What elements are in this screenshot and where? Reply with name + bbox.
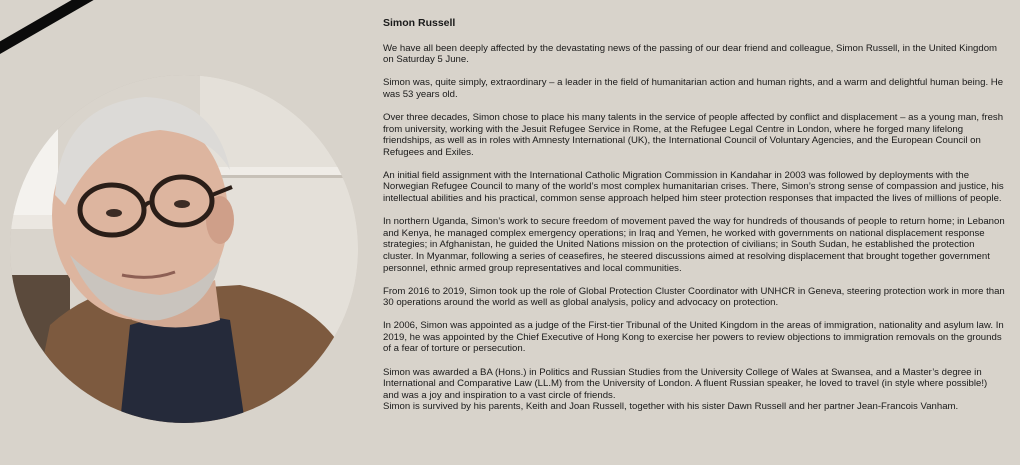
portrait-illustration [10,75,358,423]
paragraph: Over three decades, Simon chose to place his many talents in the service of people affected by conflict and displacement – as a young man, fresh from university, working with the Jesuit Refugee Service in Rome, at the Refugee Legal Centre in London, where he forged many lifelong friendships, as well as in roles with Amnesty International (UK), the International Council of Voluntary Agencies, and the European Council on Refugees and Exiles. [383,111,1004,158]
closing-line: Simon is survived by his parents, Keith and Joan Russell, together with his sister Dawn Russell and her partner Jean-Francois Vanham. [383,401,959,413]
portrait-photo [10,75,358,423]
page-title: Simon Russell [383,17,456,29]
paragraph: Simon was, quite simply, extraordinary – a leader in the field of humanitarian action and human rights, and a warm and delightful human being. He was 53 years old. [383,77,1004,100]
paragraph: From 2016 to 2019, Simon took up the role of Global Protection Cluster Coordinator with UNHCR in Geneva, steering protection work in more than 30 operations around the world as well as global analysis, policy and advocacy on protection. [383,285,1005,309]
paragraph: In northern Uganda, Simon’s work to secure freedom of movement paved the way for hundreds of thousands of people to return home; in Lebanon and Kenya, he managed complex emergency operations; in Iraq and Yemen, he worked with governments on national displacement response strategies; in Afghanistan, he guided the United Nations mission on the protection of civilians; in South Sudan, he established the protection cluster. In Myanmar, following a series of ceasefires, he steered discussions aimed at resolving displacement that brought together government personnel, ethnic armed group representatives and local communities. [383,216,1005,274]
paragraph: Simon was awarded a BA (Hons.) in Politics and Russian Studies from the University College of Wales at Swansea, and a Master’s degree in International and Comparative Law (LL.M) from the University of London. A fluent Russian speaker, he loved to travel (in style where possible!) and was a joy and inspiration to a vast circle of friends. [383,366,988,401]
paragraph: We have all been deeply affected by the devastating news of the passing of our dear friend and colleague, Simon Russell, in the United Kingdom on Saturday 5 June. [383,42,998,66]
mourning-ribbon [0,0,94,65]
paragraph: An initial field assignment with the International Catholic Migration Commission in Kandahar in 2003 was followed by deployments with the Norwegian Refugee Council to many of the world’s most complex humanitarian crises. There, Simon’s strong sense of compassion and justice, his intellectual abilities and his practical, common sense approach helped him steer protection responses that impacted the lives of millions of people. [383,169,1004,205]
obituary-text [383,18,1005,413]
paragraph: In 2006, Simon was appointed as a judge of the First-tier Tribunal of the United Kingdom in the areas of immigration, nationality and asylum law. In 2019, he was appointed by the Chief Executive of Hong Kong to exercise her powers to review objections to immigration removals on the grounds of a fear of torture or persecution. [383,320,1004,355]
